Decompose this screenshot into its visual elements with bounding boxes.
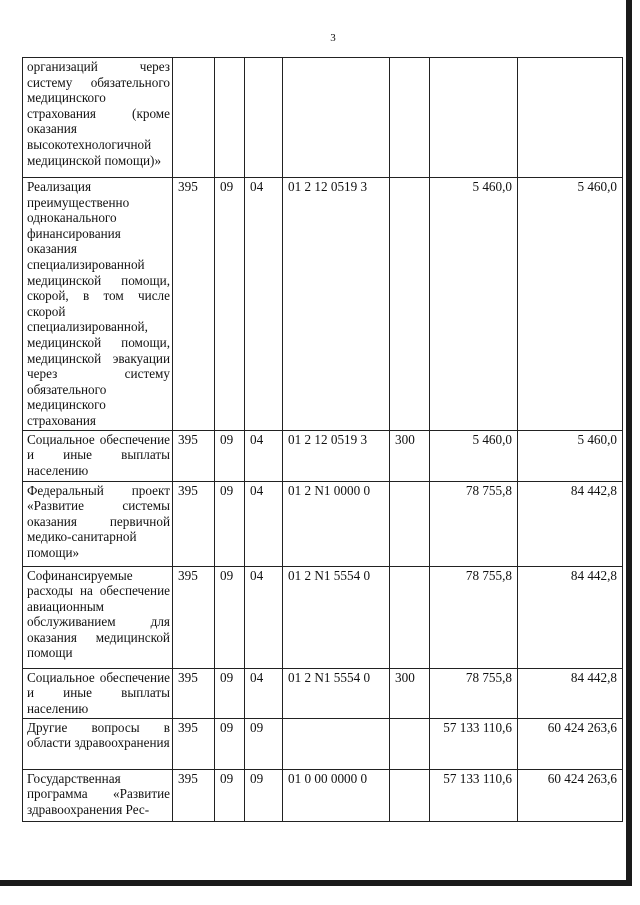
section-code: 09	[215, 178, 245, 431]
table-row	[23, 178, 623, 431]
ministry-code: 395	[173, 566, 215, 668]
expense-type: 300	[390, 668, 430, 718]
expense-type	[390, 58, 430, 178]
table-row	[23, 481, 623, 566]
row-description: Социальное обеспечение и иные выплаты населению	[23, 668, 173, 718]
expense-type	[390, 481, 430, 566]
amount-year-2: 84 442,8	[518, 481, 623, 566]
target-article: 01 2 N1 5554 0	[283, 566, 390, 668]
amount-year-1: 78 755,8	[430, 481, 518, 566]
subsection-code: 04	[245, 481, 283, 566]
subsection-code: 04	[245, 566, 283, 668]
subsection-code	[245, 58, 283, 178]
amount-year-1: 57 133 110,6	[430, 769, 518, 821]
amount-year-2: 60 424 263,6	[518, 718, 623, 769]
table-row	[23, 668, 623, 718]
section-code: 09	[215, 769, 245, 821]
table-row	[23, 430, 623, 481]
row-description: организаций через систему обязательного медицинского страхования (кроме оказания высокотехнологичной медицинской помощи)»	[23, 58, 173, 178]
section-code: 09	[215, 430, 245, 481]
row-description: Социальное обеспечение и иные выплаты населению	[23, 430, 173, 481]
amount-year-2	[518, 58, 623, 178]
amount-year-1: 78 755,8	[430, 668, 518, 718]
table-row	[23, 566, 623, 668]
row-description: Другие вопросы в области здравоохранения	[23, 718, 173, 769]
amount-year-2: 84 442,8	[518, 668, 623, 718]
target-article	[283, 718, 390, 769]
target-article: 01 2 N1 0000 0	[283, 481, 390, 566]
amount-year-2: 60 424 263,6	[518, 769, 623, 821]
ministry-code	[173, 58, 215, 178]
expense-type	[390, 769, 430, 821]
page-edge-right	[626, 0, 632, 885]
amount-year-1	[430, 58, 518, 178]
amount-year-2: 5 460,0	[518, 178, 623, 431]
target-article: 01 2 12 0519 3	[283, 178, 390, 431]
target-article: 01 2 N1 5554 0	[283, 668, 390, 718]
ministry-code: 395	[173, 668, 215, 718]
amount-year-1: 57 133 110,6	[430, 718, 518, 769]
target-article: 01 0 00 0000 0	[283, 769, 390, 821]
section-code: 09	[215, 481, 245, 566]
expense-type: 300	[390, 430, 430, 481]
section-code: 09	[215, 718, 245, 769]
page-number: 3	[330, 32, 336, 44]
subsection-code: 09	[245, 769, 283, 821]
page-edge-bottom	[0, 880, 632, 886]
amount-year-2: 5 460,0	[518, 430, 623, 481]
ministry-code: 395	[173, 178, 215, 431]
expense-type	[390, 718, 430, 769]
section-code	[215, 58, 245, 178]
table-row	[23, 769, 623, 821]
amount-year-1: 78 755,8	[430, 566, 518, 668]
subsection-code: 04	[245, 668, 283, 718]
target-article	[283, 58, 390, 178]
subsection-code: 04	[245, 430, 283, 481]
row-description: Государственная программа «Развитие здравоохранения Рес-	[23, 769, 173, 821]
amount-year-1: 5 460,0	[430, 178, 518, 431]
ministry-code: 395	[173, 718, 215, 769]
subsection-code: 04	[245, 178, 283, 431]
budget-table	[22, 57, 623, 822]
ministry-code: 395	[173, 481, 215, 566]
ministry-code: 395	[173, 769, 215, 821]
table-row	[23, 718, 623, 769]
section-code: 09	[215, 566, 245, 668]
expense-type	[390, 566, 430, 668]
target-article: 01 2 12 0519 3	[283, 430, 390, 481]
row-description: Реализация преимущественно одноканального финансирования оказания специализированной медицинской помощи, скорой, в том числе скорой специализированной, медицинской помощи, медицинской эвакуации через систему обязательного медицинского страхования	[23, 178, 173, 431]
amount-year-1: 5 460,0	[430, 430, 518, 481]
ministry-code: 395	[173, 430, 215, 481]
amount-year-2: 84 442,8	[518, 566, 623, 668]
row-description: Софинансируемые расходы на обеспечение авиационным обслуживанием для оказания медицинской помощи	[23, 566, 173, 668]
subsection-code: 09	[245, 718, 283, 769]
expense-type	[390, 178, 430, 431]
section-code: 09	[215, 668, 245, 718]
row-description: Федеральный проект «Развитие системы оказания первичной медико-санитарной помощи»	[23, 481, 173, 566]
table-row	[23, 58, 623, 178]
